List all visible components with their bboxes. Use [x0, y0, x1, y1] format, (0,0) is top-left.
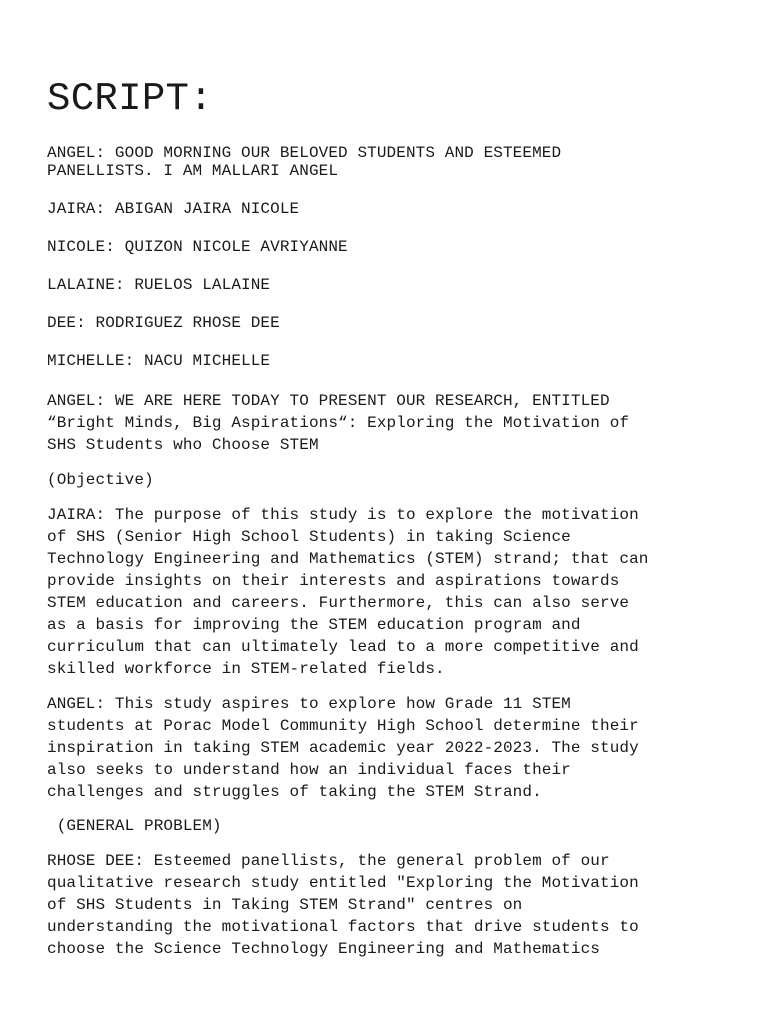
paragraph-lalaine-intro: LALAINE: RUELOS LALAINE [47, 276, 271, 294]
paragraph-nicole-intro: NICOLE: QUIZON NICOLE AVRIYANNE [47, 238, 348, 256]
paragraph-angel-aspiration: ANGEL: This study aspires to explore how Grade 11 STEM students at Porac Model Community High School determine their inspiration in taking STEM academic year 2022-2023. The study also seeks to understand how an individual faces their challenges and struggles of taking the STEM Strand. [47, 695, 639, 801]
paragraph-jaira-intro: JAIRA: ABIGAN JAIRA NICOLE [47, 200, 300, 218]
script-body [47, 144, 747, 960]
section-heading-general-problem: (GENERAL PROBLEM) [47, 817, 222, 835]
document-title: SCRIPT: [47, 77, 213, 121]
paragraph-michelle-intro: MICHELLE: NACU MICHELLE [47, 352, 271, 370]
paragraph-rhose-dee-problem: RHOSE DEE: Esteemed panellists, the general problem of our qualitative research study entitled "Exploring the Motivation of SHS Students in Taking STEM Strand" centres on understanding the motivational factors that drive students to choose the Science Technology Engineering and Mathematics [47, 852, 639, 958]
paragraph-angel-greeting: ANGEL: GOOD MORNING OUR BELOVED STUDENTS AND ESTEEMED PANELLISTS. I AM MALLARI ANGEL [47, 144, 562, 180]
paragraph-jaira-objective: JAIRA: The purpose of this study is to explore the motivation of SHS (Senior High School Students) in taking Science Technology Engineering and Mathematics (STEM) strand; that can provide insights on their interests and aspirations towards STEM education and careers. Furthermore, this can also serve as a basis for improving the STEM education program and curriculum that can ultimately lead to a more competitive and skilled workforce in STEM-related fields. [47, 506, 649, 678]
paragraph-dee-intro: DEE: RODRIGUEZ RHOSE DEE [47, 314, 280, 332]
paragraph-angel-research-title: ANGEL: WE ARE HERE TODAY TO PRESENT OUR RESEARCH, ENTITLED “Bright Minds, Big Aspirations“: Exploring the Motivation of SHS Students who Choose STEM [47, 392, 630, 454]
section-heading-objective: (Objective) [47, 471, 154, 489]
